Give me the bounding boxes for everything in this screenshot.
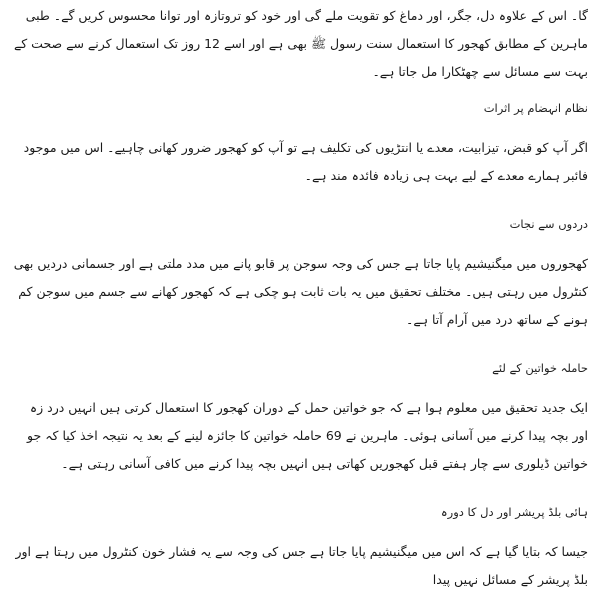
- section-heading-digestion: نظام انہضام پر اثرات: [483, 101, 588, 115]
- section-heading-pregnant-women: حاملہ خواتین کے لئے: [492, 361, 588, 375]
- section-heading-blood-pressure: ہائی بلڈ پریشر اور دل کا دورہ: [440, 505, 588, 519]
- article-body: [12, 0, 588, 594]
- section-paragraph-pregnant-women: ایک جدید تحقیق میں معلوم ہوا ہے کہ جو خواتین حمل کے دوران کھجور کا استعمال کرتی ہیں انہیں درد زہ اور بچہ پیدا کرنے میں آسانی ہوئی۔ ماہرین نے 69 حاملہ خواتین کا جائزہ لینے کے بعد یہ نتیجہ اخذ کیا کہ جو خواتین ڈیلوری سے چار ہفتے قبل کھجوریں کھاتی ہیں انہیں بچہ پیدا کرنے میں کافی آسانی رہتی ہے۔: [27, 400, 588, 471]
- section-paragraph-pain-relief: کھجوروں میں میگنیشیم پایا جاتا ہے جس کی وجہ سوجن پر قابو پانے میں مدد ملتی ہے اور جسمانی دردیں بھی کنٹرول میں رہتی ہیں۔ مختلف تحقیق میں یہ بات ثابت ہو چکی ہے کہ کھجور کھانے سے جسم میں سوجن کم ہونے کے ساتھ درد میں آرام آتا ہے۔: [13, 256, 588, 327]
- intro-paragraph: گا۔ اس کے علاوہ دل، جگر، اور دماغ کو تقویت ملے گی اور خود کو تروتازہ اور توانا محسوس کریں گے۔ طبی ماہرین کے مطابق کھجور کا استعمال سنت رسول ﷺ بھی ہے اور اسے 12 روز تک استعمال کرنے سے صحت کے بہت سے مسائل سے چھٹکارا مل جاتا ہے۔: [13, 8, 588, 79]
- section-paragraph-blood-pressure: جیسا کہ بتایا گیا ہے کہ اس میں میگنیشیم پایا جاتا ہے جس کی وجہ سے یہ فشار خون کنٹرول میں رہتا ہے اور بلڈ پریشر کے مسائل نہیں پیدا: [15, 544, 588, 587]
- section-paragraph-digestion: اگر آپ کو قبض، تیزابیت، معدے یا انتڑیوں کی تکلیف ہے تو آپ کو کھجور ضرور کھانی چاہیے۔ اس میں موجود فائبر ہمارے معدے کے لیے بہت ہی زیادہ فائدہ مند ہے۔: [23, 140, 588, 183]
- section-heading-pain-relief: دردوں سے نجات: [509, 217, 588, 231]
